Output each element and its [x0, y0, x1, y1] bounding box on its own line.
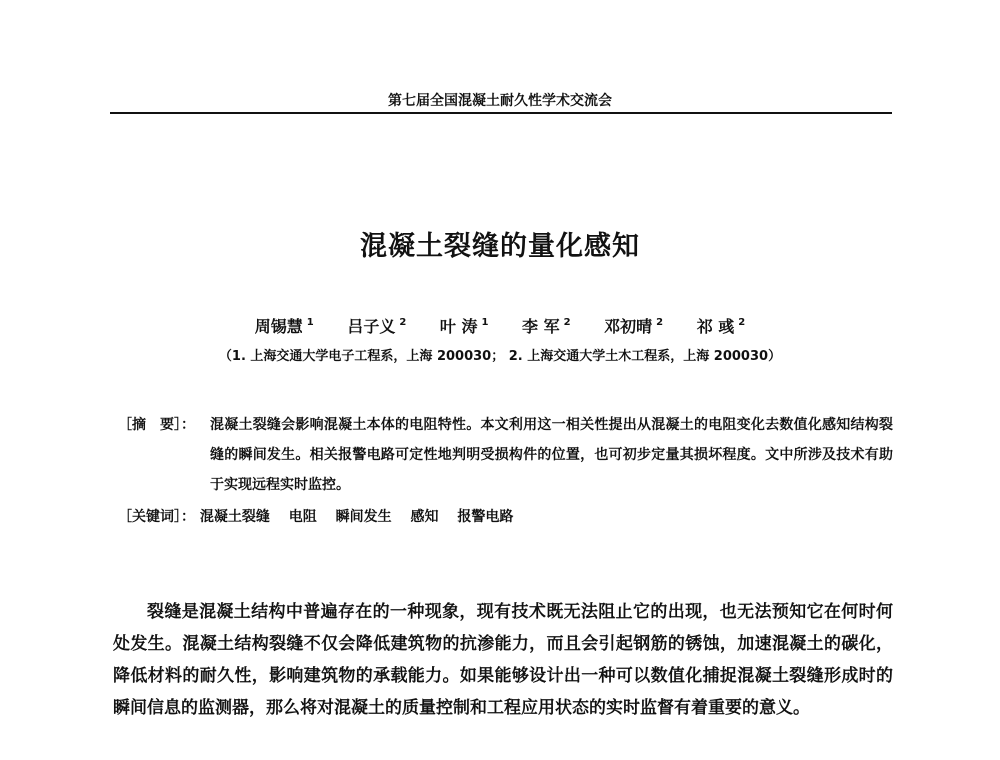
keywords-block [118, 506, 893, 528]
author [347, 314, 406, 337]
author-affiliation-mark: 1 [306, 317, 314, 328]
author [255, 314, 314, 337]
author-name: 周锡慧 [254, 317, 303, 336]
author [697, 314, 746, 337]
author-affiliation-mark: 2 [738, 317, 746, 328]
author [440, 314, 489, 337]
author [522, 314, 571, 337]
author-affiliation-mark: 2 [563, 317, 571, 328]
author-affiliation-mark: 1 [481, 317, 489, 328]
conference-header: 第七届全国混凝土耐久性学术交流会 [388, 93, 612, 109]
keyword: 混凝土裂缝 [199, 509, 270, 525]
author [604, 314, 663, 337]
author-name: 吕子义 [347, 317, 396, 336]
author-list [110, 314, 890, 337]
abstract-label: ［摘 要］： [118, 417, 195, 433]
abstract-block [118, 410, 893, 500]
abstract-text: 混凝土裂缝会影响混凝土本体的电阻特性。本文利用这一相关性提出从混凝土的电阻变化去数值化感知结构裂缝的瞬间发生。相关报警电路可定性地判明受损构件的位置，也可初步定量其损坏程度。文中所涉及技术有助于实现远程实时监控。 [210, 417, 893, 493]
body-paragraph: 裂缝是混凝土结构中普遍存在的一种现象，现有技术既无法阻止它的出现，也无法预知它在何时何处发生。混凝土结构裂缝不仅会降低建筑物的抗渗能力，而且会引起钢筋的锈蚀，加速混凝土的碳化，降低材料的耐久性，影响建筑物的承载能力。如果能够设计出一种可以数值化捕捉混凝土裂缝形成时的瞬间信息的监测器，那么将对混凝土的质量控制和工程应用状态的实时监督有着重要的意义。 [113, 602, 893, 718]
paper-title: 混凝土裂缝的量化感知 [360, 231, 640, 262]
keyword: 报警电路 [457, 509, 514, 525]
keyword: 感知 [410, 509, 439, 525]
author-affiliation-mark: 2 [399, 317, 407, 328]
affiliations: （1. 上海交通大学电子工程系，上海 200030； 2. 上海交通大学土木工程系，上海 200030） [218, 349, 782, 364]
header-rule [110, 112, 892, 114]
keyword: 瞬间发生 [335, 509, 392, 525]
author-name: 祁 彧 [696, 317, 735, 336]
author-name: 叶 涛 [439, 317, 478, 336]
keyword: 电阻 [288, 509, 317, 525]
author-affiliation-mark: 2 [656, 317, 664, 328]
author-name: 李 军 [522, 317, 560, 336]
abstract-row [118, 410, 893, 500]
keywords-label: ［关键词］： [118, 509, 195, 525]
author-name: 邓初晴 [604, 317, 653, 336]
